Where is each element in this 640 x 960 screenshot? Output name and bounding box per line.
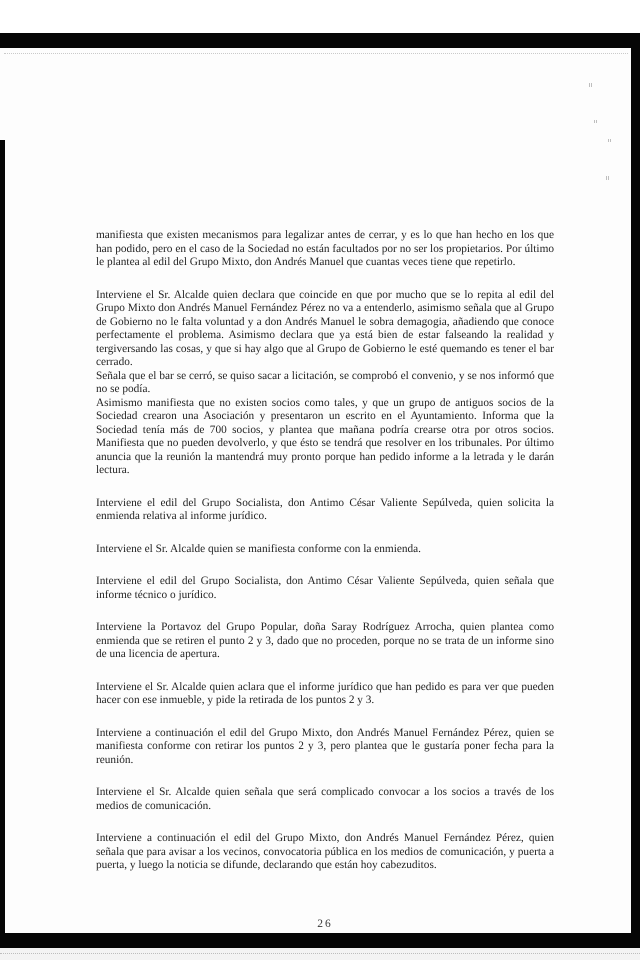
scan-left-border	[0, 140, 5, 933]
paragraph: Interviene el edil del Grupo Socialista, don Antimo César Valiente Sepúlveda, quien señala que informe técnico o jurídico.	[96, 575, 554, 601]
scanner-band-bottom	[0, 933, 640, 948]
paragraph: Interviene el edil del Grupo Socialista, don Antimo César Valiente Sepúlveda, quien solicita la enmienda relativa al informe jurídico.	[96, 496, 554, 522]
paragraph: manifiesta que existen mecanismos para legalizar antes de cerrar, y es lo que han hecho en los que han podido, pero en el caso de la Sociedad no están facultados por no ser los propietarios. Por último le plantea al edil del Grupo Mixto, don Andrés Manuel que cuantas veces tiene que repetirlo.	[96, 229, 554, 268]
paragraph: Señala que el bar se cerró, se quiso sacar a licitación, se comprobó el convenio, y se nos informó que no se podía.	[96, 369, 554, 395]
minutes-text-block	[96, 229, 554, 873]
paragraph: Interviene el Sr. Alcalde quien aclara que el informe jurídico que han pedido es para ver que pueden hacer con ese inmueble, y pide la retirada de los puntos 2 y 3.	[96, 680, 554, 706]
paragraph: Interviene la Portavoz del Grupo Popular, doña Saray Rodríguez Arrocha, quien plantea como enmienda que se retiren el punto 2 y 3, dado que no proceden, porque no se trata de un informe sino de una licencia de apertura.	[96, 621, 554, 660]
top-margin-strip	[0, 0, 640, 33]
paragraph: Asimismo manifiesta que no existen socios como tales, y que un grupo de antiguos socios de la Sociedad crearon una Asociación y presentaron un escrito en el Ayuntamiento. Informa que la Sociedad tenía más de 700 socios, y plantea que mañana podría crearse otra por otros socios. Manifiesta que no pueden devolverlo, y que ésto se tendrá que resolver en los tribunales. Por último anuncia que la reunión la mantendrá muy pronto porque han pedido informe a la letrada y le darán lectura.	[96, 396, 554, 476]
scan-noise-line-bottom	[0, 953, 640, 954]
paragraph: Interviene el Sr. Alcalde quien señala que será complicado convocar a los socios a través de los medios de comunicación.	[96, 786, 554, 812]
scan-speck	[589, 83, 593, 87]
paragraph: Interviene el Sr. Alcalde quien se manifiesta conforme con la enmienda.	[96, 542, 421, 555]
scanned-page	[0, 48, 631, 933]
scan-speck	[606, 176, 609, 180]
page-number: 26	[317, 918, 333, 930]
paragraph: Interviene a continuación el edil del Grupo Mixto, don Andrés Manuel Fernández Pérez, quien señala que para avisar a los vecinos, convocatoria pública en los medios de comunicación, y puerta a puerta, y luego la noticia se difunde, declarando que están hoy cabezuditos.	[96, 832, 554, 871]
scanner-band-top-icon	[0, 33, 640, 48]
scan-speck	[594, 120, 597, 123]
scan-speck	[608, 139, 611, 142]
scan-noise-line-top	[4, 53, 628, 54]
paragraph: Interviene el Sr. Alcalde quien declara que coincide en que por mucho que se lo repita al edil del Grupo Mixto don Andrés Manuel Fernández Pérez no va a entenderlo, asimismo señala que al Grupo de Gobierno no le falta voluntad y a don Andrés Manuel le sobra demagogia, añadiendo que conoce perfectamente el problema. Asimismo declara que ya está bien de estar falseando la realidad y tergiversando las cosas, y que si hay algo que al Grupo de Gobierno le esté quemando es tener el bar cerrado.	[96, 288, 554, 368]
paragraph: Interviene a continuación el edil del Grupo Mixto, don Andrés Manuel Fernández Pérez, quien se manifiesta conforme con retirar los puntos 2 y 3, pero plantea que le gustaría poner fecha para la reunión.	[96, 726, 554, 766]
bottom-margin-strip	[0, 948, 640, 960]
